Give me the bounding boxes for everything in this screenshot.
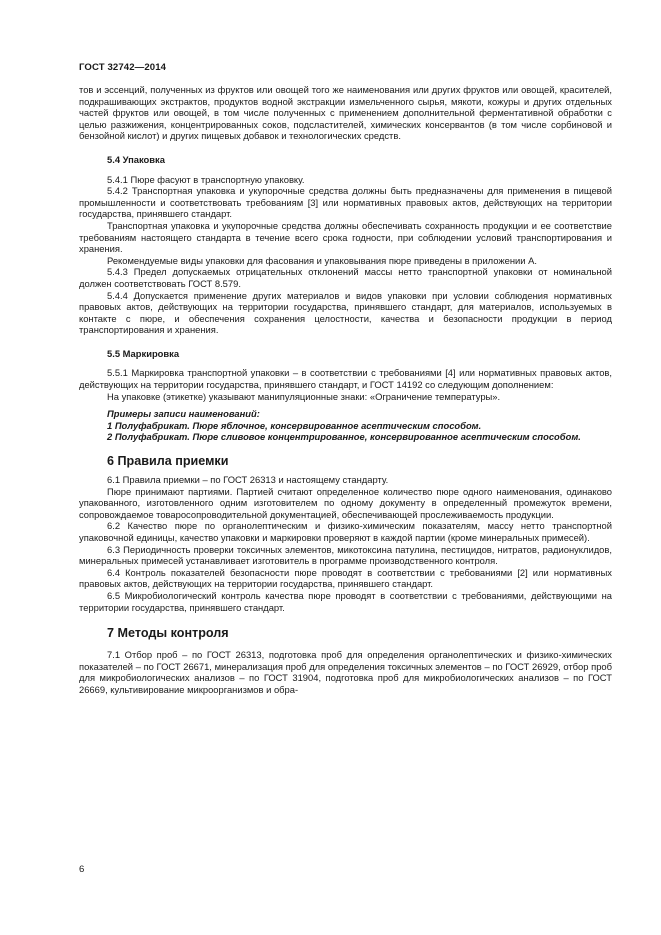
- paragraph-7-1: 7.1 Отбор проб – по ГОСТ 26313, подготовка проб для определения органолептических и физико-химических показателей – по ГОСТ 26671, минерализация проб для определения токсичных элементов – по ГОСТ 26929, отбор проб для микробиологических анализов – по ГОСТ 31904, подготовка проб для микробиологических анализов – по ГОСТ 26669, культивирование микроорганизмов и обра-: [79, 649, 612, 695]
- examples-title: Примеры записи наименований:: [107, 408, 260, 420]
- paragraph-5-5-1: 5.5.1 Маркировка транспортной упаковки – в соответствии с требованиями [4] или нормативных правовых актов, действующих на территории государства, принявшего стандарт, и ГОСТ 14192 со следующим дополнением:: [79, 367, 612, 391]
- section-5-4-title: 5.4 Упаковка: [107, 153, 165, 165]
- paragraph-5-4-3: 5.4.3 Предел допускаемых отрицательных отклонений массы нетто транспортной упаковки от номинальной должен соответствовать ГОСТ 8.579.: [79, 266, 612, 289]
- paragraph-5-4-1: 5.4.1 Пюре фасуют в транспортную упаковку.: [107, 173, 305, 185]
- paragraph-recommended-packaging: Рекомендуемые виды упаковки для фасования и упаковывания пюре приведены в приложении А.: [107, 254, 537, 266]
- example-1: 1 Полуфабрикат. Пюре яблочное, консервированное асептическим способом.: [107, 419, 482, 431]
- paragraph-6-3: 6.3 Периодичность проверки токсичных элементов, микотоксина патулина, пестицидов, нитратов, радионуклидов, минеральных примесей устанавливает изготовитель в программе производственного контроля.: [79, 543, 612, 567]
- paragraph-6-4: 6.4 Контроль показателей безопасности пюре проводят в соответствии с требованиями [2] или нормативных правовых актов, действующих на территории государства, принявшего стандарт.: [79, 566, 612, 590]
- paragraph-6-5: 6.5 Микробиологический контроль качества пюре проводят в соответствии с требованиями, действующими на территории государства, принявшего стандарт.: [79, 589, 612, 613]
- section-5-5-title: 5.5 Маркировка: [107, 347, 180, 359]
- standard-header: ГОСТ 32742—2014: [79, 62, 167, 73]
- paragraph-6-1: 6.1 Правила приемки – по ГОСТ 26313 и настоящему стандарту.: [107, 474, 389, 486]
- paragraph-5-4-4: 5.4.4 Допускается применение других материалов и видов упаковки при условии соблюдения нормативных правовых актов, действующих на территории государства, принявшего стандарт, для материалов, используемых в контакте с пюре, и обеспечения сохранения целостности, качества и безопасности продукции в период транспортирования и хранения.: [79, 289, 612, 336]
- page-number: 6: [79, 864, 85, 875]
- paragraph-handling-marks: На упаковке (этикетке) указывают манипуляционные знаки: «Ограничение температуры».: [107, 390, 501, 402]
- paragraph-batch-definition: Пюре принимают партиями. Партией считают определенное количество пюре одного наименования, одинаково упакованного, изготовленного одним изготовителем по одному документу в определенный промежуток времени, сопровождаемое товаросопроводительной документацией, обеспечивающей прослеживаемость продукции.: [79, 485, 612, 520]
- paragraph-5-4-2: 5.4.2 Транспортная упаковка и укупорочные средства должны быть предназначены для применения в пищевой промышленности и соответствовать требованиям [3] или нормативных правовых актов, действующих на территории государства, принявшего стандарт.: [79, 185, 612, 220]
- page-content: [79, 84, 612, 696]
- example-2: 2 Полуфабрикат. Пюре сливовое концентрированное, консервированное асептическим способом.: [107, 431, 581, 443]
- paragraph-packaging-requirements: Транспортная упаковка и укупорочные средства должны обеспечивать сохранность продукции и ее соответствие требованиям настоящего стандарта в течение всего срока годности, при соблюдении условий транспортирования и хранения.: [79, 219, 612, 255]
- section-7-title: 7 Методы контроля: [107, 626, 229, 641]
- intro-paragraph: тов и эссенций, полученных из фруктов или овощей того же наименования или других фруктов или овощей, красителей, подкрашивающих экстрактов, продуктов водной экстракции измельченного сырья, мякоти, кожуры и других отдельных частей фруктов или овощей, в том числе полученных с применением дополнительной ферментативной обработки с целью разжижения, концентрированных соков, подсластителей, химических консервантов (в том числе сорбиновой и бензойной кислот) и других пищевых добавок и технологических средств.: [79, 84, 612, 142]
- paragraph-6-2: 6.2 Качество пюре по органолептическим и физико-химическим показателям, массу нетто транспортной упаковочной единицы, качество упаковки и маркировки проверяют в каждой партии (кроме минеральных примесей).: [79, 520, 612, 543]
- section-6-title: 6 Правила приемки: [107, 454, 229, 469]
